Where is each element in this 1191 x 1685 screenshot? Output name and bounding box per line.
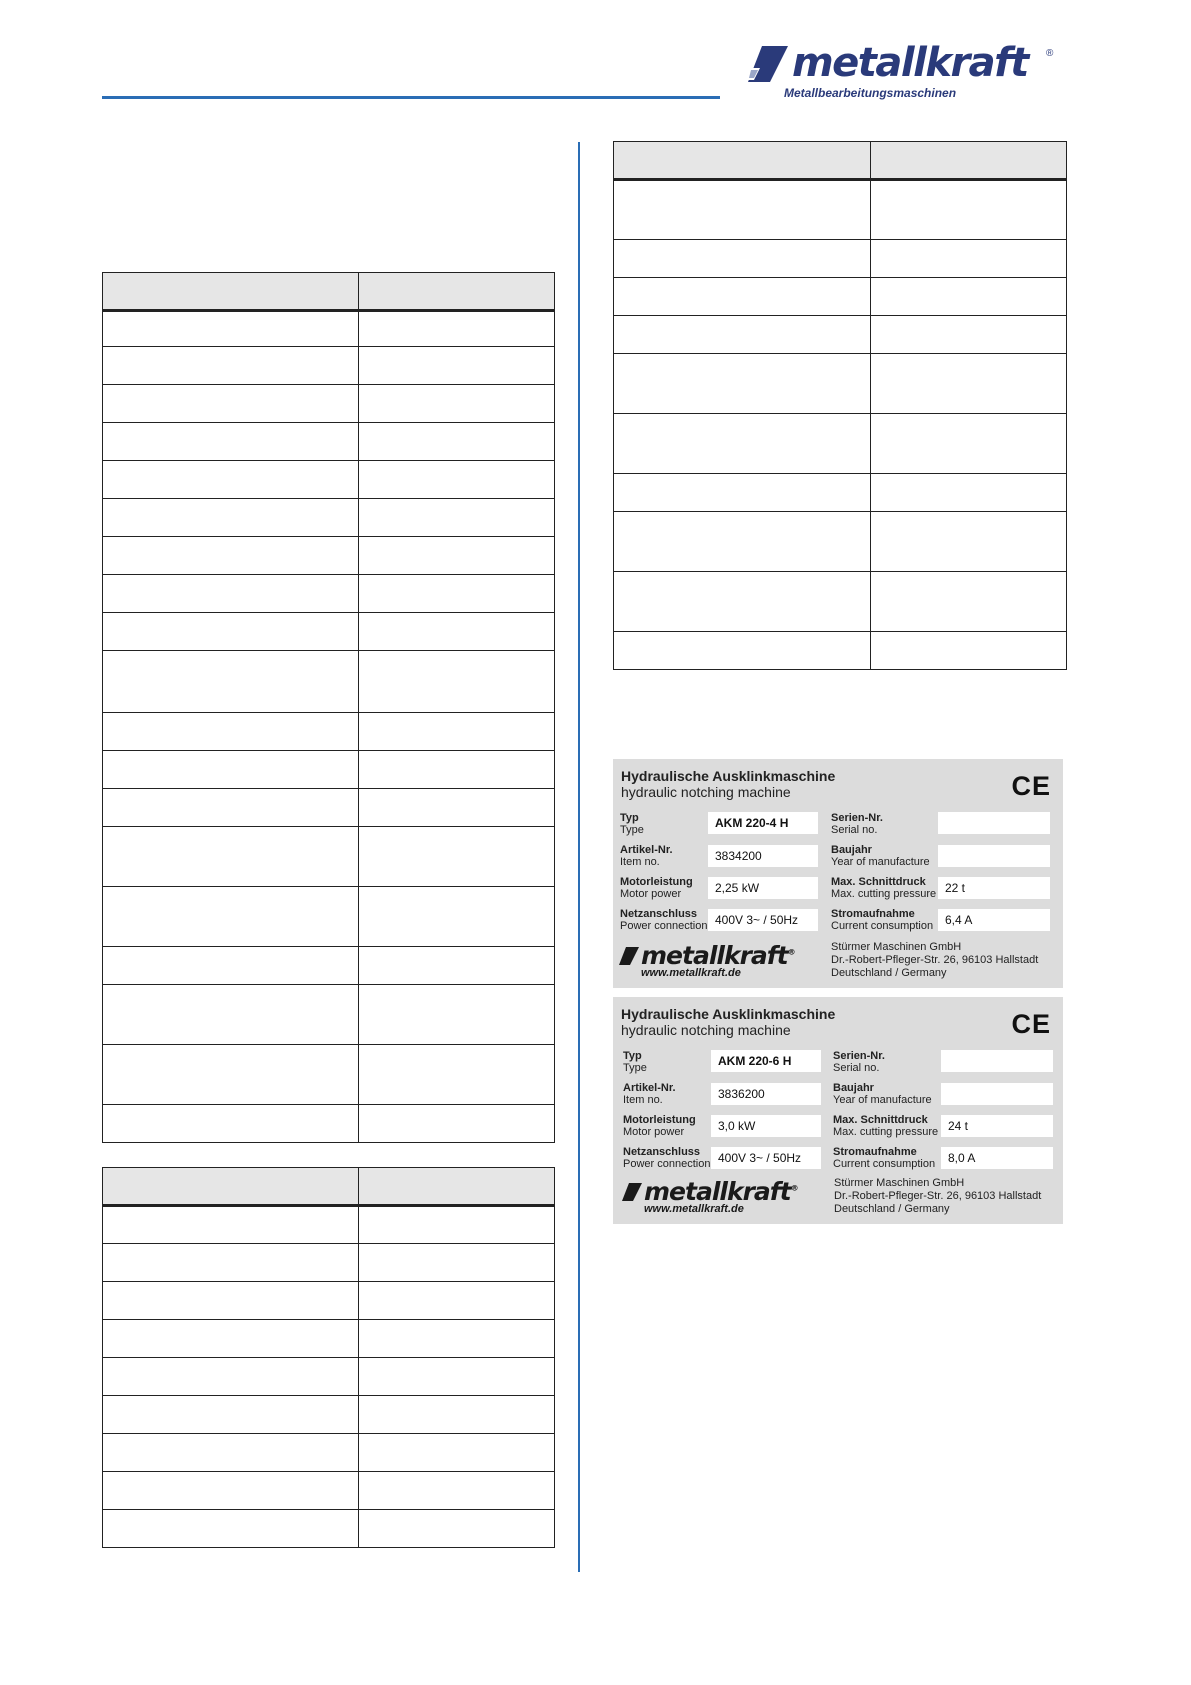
logo-registered-mark: ® (1046, 48, 1054, 59)
spec-table-2 (102, 1167, 555, 1548)
table-row (103, 311, 555, 347)
plate-logo (622, 1177, 798, 1206)
table-header-cell (871, 142, 1067, 180)
label-power-en: Power connection (620, 920, 708, 932)
label-year-de: Baujahr (833, 1082, 874, 1094)
label-current-de: Stromaufnahme (833, 1146, 917, 1158)
field-item: 3834200 (708, 845, 818, 867)
label-cut-de: Max. Schnittdruck (833, 1114, 928, 1126)
table-header-cell (614, 142, 871, 180)
nameplate-akm-220-4h (613, 759, 1063, 988)
label-year-en: Year of manufacture (833, 1094, 932, 1106)
table-header-cell (103, 1168, 359, 1206)
field-serial (938, 812, 1050, 834)
table-row (103, 751, 555, 789)
field-motor-power: 3,0 kW (711, 1115, 821, 1137)
table-row (614, 354, 1067, 414)
field-type: AKM 220-4 H (708, 812, 818, 834)
table-header-cell (359, 273, 555, 311)
plate-logo-registered: ® (787, 947, 795, 957)
label-motor-en: Motor power (620, 888, 682, 900)
label-cut-de: Max. Schnittdruck (831, 876, 926, 888)
field-year (941, 1083, 1053, 1105)
table-header-row (614, 142, 1067, 180)
table-row (103, 613, 555, 651)
label-type-de: Typ (620, 812, 639, 824)
label-motor-de: Motorleistung (620, 876, 693, 888)
plate-address-line: Deutschland / Germany (831, 967, 947, 979)
label-power-de: Netzanschluss (620, 908, 698, 920)
plate-logo-text: metallkraft (641, 941, 788, 970)
plate-url: www.metallkraft.de (644, 1203, 744, 1215)
plate-subtitle: hydraulic notching machine (621, 784, 791, 800)
table-row (103, 1045, 555, 1105)
plate-title: Hydraulische Ausklinkmaschine (621, 1006, 836, 1022)
table-row (614, 316, 1067, 354)
plate-title: Hydraulische Ausklinkmaschine (621, 768, 836, 784)
plate-logo-text: metallkraft (644, 1177, 791, 1206)
table-row (103, 1396, 555, 1434)
label-item-de: Artikel-Nr. (620, 844, 673, 856)
table-row (103, 789, 555, 827)
label-serial-en: Serial no. (831, 824, 878, 836)
table-row (103, 499, 555, 537)
label-motor-de: Motorleistung (623, 1114, 696, 1126)
label-power-de: Netzanschluss (623, 1146, 701, 1158)
table-row (103, 347, 555, 385)
label-power-en: Power connection (623, 1158, 711, 1170)
table-row (103, 947, 555, 985)
label-type-en: Type (620, 824, 644, 836)
table-row (614, 512, 1067, 572)
table-header-row (103, 273, 555, 311)
label-serial-de: Serien-Nr. (833, 1050, 885, 1062)
table-row (614, 414, 1067, 474)
table-row (103, 385, 555, 423)
table-row (103, 423, 555, 461)
nameplate-akm-220-6h (613, 997, 1063, 1224)
logo-wordmark: metallkraft (792, 40, 1028, 86)
label-serial-en: Serial no. (833, 1062, 880, 1074)
table-row (614, 240, 1067, 278)
logo-tagline: Metallbearbeitungsmaschinen (784, 86, 957, 100)
table-row (103, 985, 555, 1045)
table-row (103, 537, 555, 575)
label-current-en: Current consumption (831, 920, 934, 932)
field-motor-power: 2,25 kW (708, 877, 818, 899)
table-row (103, 887, 555, 947)
label-year-en: Year of manufacture (831, 856, 930, 868)
ce-mark-icon: CE (1011, 1009, 1051, 1039)
label-cut-en: Max. cutting pressure (833, 1126, 939, 1138)
label-item-en: Item no. (620, 856, 660, 868)
logo-mark-icon (619, 945, 641, 967)
label-type-en: Type (623, 1062, 647, 1074)
logo-mark-icon (748, 44, 792, 84)
table-row (103, 827, 555, 887)
column-divider (578, 142, 580, 1572)
label-type-de: Typ (623, 1050, 642, 1062)
table-header-cell (359, 1168, 555, 1206)
table-header-cell (103, 273, 359, 311)
field-cutting-pressure: 22 t (938, 877, 1050, 899)
table-row (103, 1282, 555, 1320)
field-power-connection: 400V 3~ / 50Hz (711, 1147, 821, 1169)
table-row (103, 1320, 555, 1358)
field-current: 6,4 A (938, 909, 1050, 931)
label-motor-en: Motor power (623, 1126, 685, 1138)
table-row (103, 651, 555, 713)
table-row (103, 1206, 555, 1244)
plate-url: www.metallkraft.de (641, 967, 741, 979)
field-serial (941, 1050, 1053, 1072)
table-row (103, 1105, 555, 1143)
field-cutting-pressure: 24 t (941, 1115, 1053, 1137)
label-current-de: Stromaufnahme (831, 908, 915, 920)
label-current-en: Current consumption (833, 1158, 936, 1170)
plate-address-line: Stürmer Maschinen GmbH (834, 1177, 965, 1189)
table-row (103, 461, 555, 499)
plate-address-line: Stürmer Maschinen GmbH (831, 941, 962, 953)
table-row (103, 575, 555, 613)
plate-logo-registered: ® (790, 1183, 798, 1193)
header-rule (102, 96, 720, 99)
field-current: 8,0 A (941, 1147, 1053, 1169)
table-row (103, 713, 555, 751)
spec-table-1 (102, 272, 555, 1143)
table-row (103, 1358, 555, 1396)
spec-table-3 (613, 141, 1067, 670)
label-cut-en: Max. cutting pressure (831, 888, 937, 900)
plate-subtitle: hydraulic notching machine (621, 1022, 791, 1038)
plate-address-line: Deutschland / Germany (834, 1203, 950, 1215)
field-power-connection: 400V 3~ / 50Hz (708, 909, 818, 931)
plate-address-line: Dr.-Robert-Pfleger-Str. 26, 96103 Hallstadt (831, 954, 1039, 966)
label-item-en: Item no. (623, 1094, 663, 1106)
table-row (614, 180, 1067, 240)
table-row (614, 572, 1067, 632)
table-row (614, 474, 1067, 512)
plate-logo (619, 941, 795, 970)
brand-logo (748, 40, 1058, 102)
logo-mark-icon (622, 1181, 644, 1203)
field-year (938, 845, 1050, 867)
field-item: 3836200 (711, 1083, 821, 1105)
table-row (103, 1434, 555, 1472)
label-year-de: Baujahr (831, 844, 872, 856)
table-header-row (103, 1168, 555, 1206)
label-serial-de: Serien-Nr. (831, 812, 883, 824)
field-type: AKM 220-6 H (711, 1050, 821, 1072)
plate-address-line: Dr.-Robert-Pfleger-Str. 26, 96103 Hallstadt (834, 1190, 1042, 1202)
table-row (103, 1510, 555, 1548)
label-item-de: Artikel-Nr. (623, 1082, 676, 1094)
table-row (614, 632, 1067, 670)
table-row (614, 278, 1067, 316)
table-row (103, 1472, 555, 1510)
table-row (103, 1244, 555, 1282)
ce-mark-icon: CE (1011, 771, 1051, 801)
